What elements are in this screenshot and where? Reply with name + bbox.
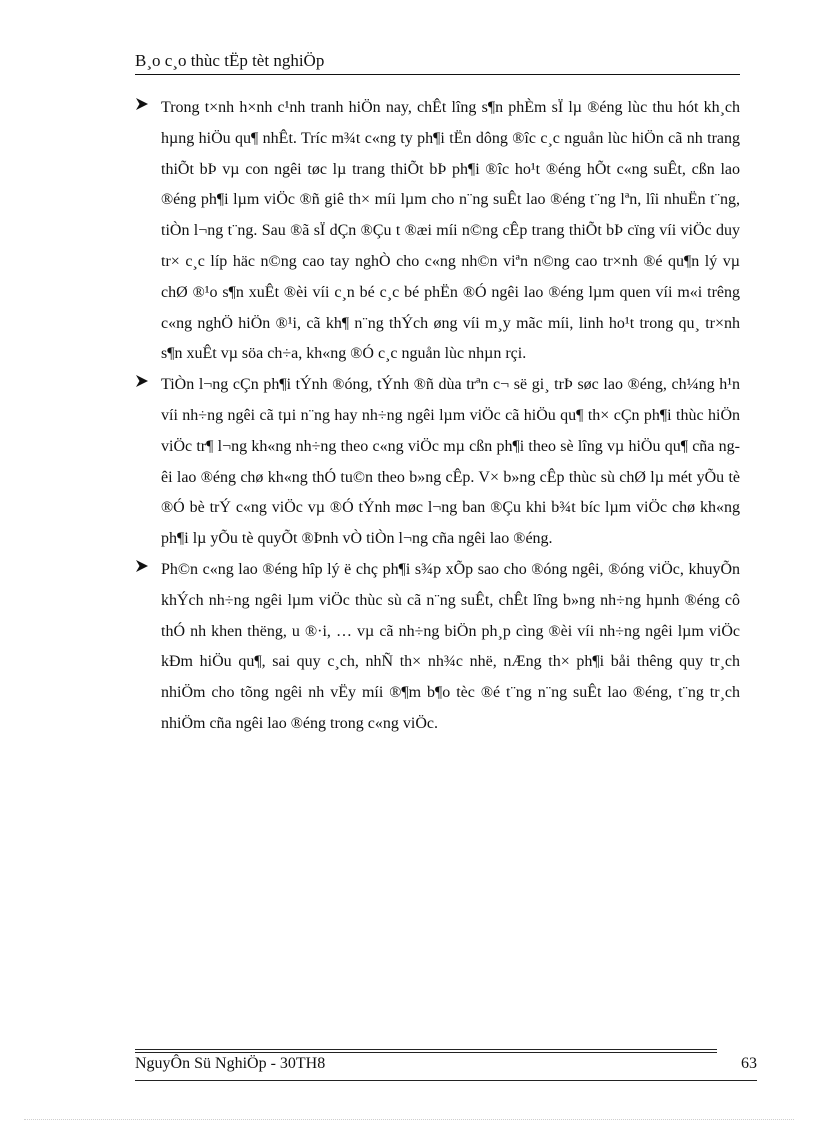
page-edge-guide: [24, 1119, 794, 1120]
footer-double-rule: [135, 1049, 717, 1053]
bullet-paragraph: TiÒn l¬ng cÇn ph¶i tÝnh ®óng, tÝnh ®ñ dùa trªn c¬ së gi¸ trÞ søc lao ®éng, ch¼ng h¹n víi nh÷ng ngêi cã tµi n¨ng hay nh÷ng ngêi lµm viÖc cã hiÖu qu¶ th× cÇn ph¶i thùc hiÖn viÖc tr¶ l¬ng kh«ng nh÷ng theo c«ng viÖc mµ cßn ph¶i theo sè lîng vµ hiÖu qu¶ cña ngêi lao ®éng chø kh«ng thÓ tu©n theo b»ng cÊp. V× b»ng cÊp thùc sù chØ lµ mét yÕu tè ®Ó bè trÝ c«ng viÖc vµ ®Ó tÝnh møc l¬ng ban ®Çu khi b¾t bíc lµm viÖc chø kh«ng ph¶i lµ yÕu tè quyÕt ®Þnh vÒ tiÒn l¬ng cña ngêi lao ®éng.: [161, 376, 740, 548]
bullet-item: [135, 93, 740, 370]
arrowhead-bullet-icon: [135, 97, 149, 111]
arrowhead-bullet-icon: [135, 559, 149, 573]
bullet-paragraph: Ph©n c«ng lao ®éng hîp lý ë chç ph¶i s¾p xÕp sao cho ®óng ngêi, ®óng viÖc, khuyÕn khÝch nh÷ng ngêi lµm viÖc thùc sù cã n¨ng suÊt, chÊt lîng b»ng nh÷ng hµnh ®éng cô thÓ nh khen thëng, u ®·i, … vµ cã nh÷ng biÖn ph¸p cìng ®èi víi nh÷ng ngêi lµm viÖc kÐm hiÖu qu¶, sai quy c¸ch, nhÑ th× nh¾c nhë, nÆng th× ph¶i båi thêng quy tr¸ch nhiÖm cho tõng ngêi nh vËy míi ®¶m b¶o tèc ®é t¨ng n¨ng suÊt lao ®éng, t¨ng tr¸ch nhiÖm cña ngêi lao ®éng trong c«ng viÖc.: [161, 560, 740, 732]
running-header: [135, 50, 740, 75]
arrowhead-bullet-icon: [135, 374, 149, 388]
report-body: [135, 93, 740, 740]
header-title: B¸o c¸o thùc tËp tèt nghiÖp: [135, 51, 325, 70]
page-number: 63: [741, 1055, 757, 1072]
bullet-item: [135, 370, 740, 555]
footer-author: NguyÔn Sü NghiÖp - 30TH8: [135, 1055, 326, 1072]
bullet-paragraph: Trong t×nh h×nh c¹nh tranh hiÖn nay, chÊt lîng s¶n phÈm sÏ lµ ®éng lùc thu hót kh¸ch hµng hiÖu qu¶ nhÊt. Tríc m¾t c«ng ty ph¶i tËn dông ®îc c¸c nguån lùc hiÖn cã nh trang thiÕt bÞ vµ con ngêi tøc lµ trang thiÕt bÞ ph¶i ®îc ho¹t ®éng hÕt c«ng suÊt, cßn lao ®éng ph¶i lµm viÖc ®ñ giê th× míi lµm cho n¨ng suÊt lao ®éng t¨ng lªn, lîi nhuËn t¨ng, tiÒn l¬ng t¨ng. Sau ®ã sÏ dÇn ®Çu t ®æi míi n©ng cÊp trang thiÕt bÞ cïng víi viÖc duy tr× c¸c líp häc n©ng cao tay nghÒ cho c«ng nh©n viªn n©ng cao tr×nh ®é qu¶n lý vµ chØ ®¹o s¶n xuÊt ®èi víi c¸n bé c¸c bé phËn ®Ó ngêi lao ®éng lµm quen víi m«i trêng c«ng nghÖ hiÖn ®¹i, cã kh¶ n¨ng thÝch øng víi m¸y mãc míi, linh ho¹t trong qu¸ tr×nh s¶n xuÊt vµ söa ch÷a, kh«ng ®Ó c¸c nguån lùc nhµn rçi.: [161, 99, 740, 363]
bullet-item: [135, 555, 740, 740]
footer-rule: [135, 1080, 757, 1081]
